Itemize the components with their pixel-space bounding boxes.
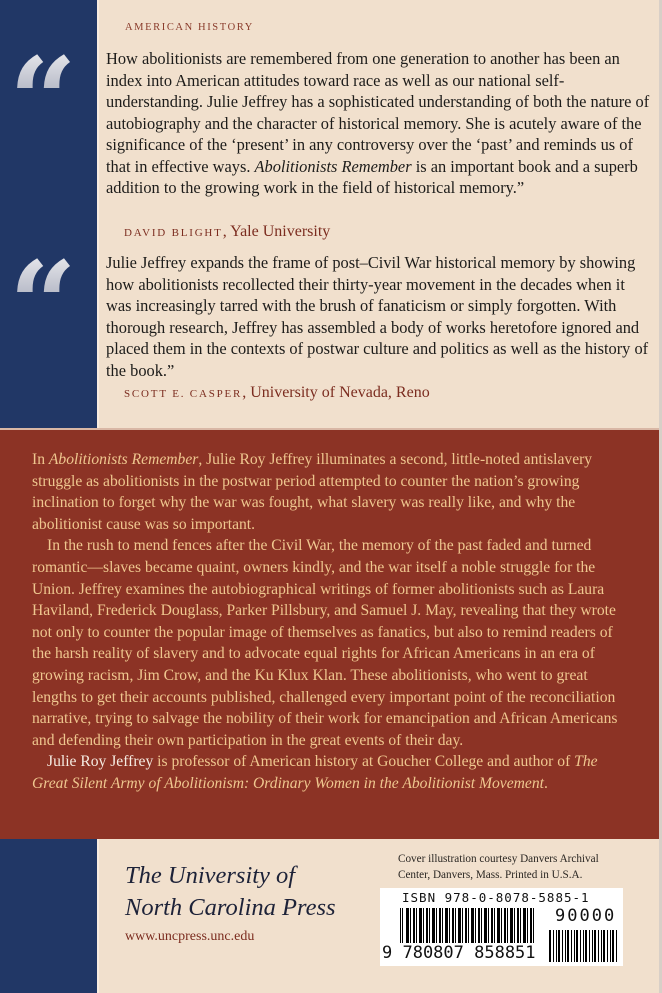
publisher-name — [125, 860, 336, 924]
previous-book-title: The Great Silent Army of Abolitionism: Ordinary Women in the Abolitionist Movement — [32, 753, 598, 792]
description-band — [0, 428, 659, 839]
description-paragraph-1 — [32, 449, 632, 535]
credit-line-1: Cover illustration courtesy Danvers Archival — [398, 853, 599, 865]
description-text: In — [32, 451, 49, 468]
endorser-affiliation: , Yale University — [222, 223, 331, 240]
category-label: AMERICAN HISTORY — [125, 22, 254, 33]
endorsement-attribution-casper — [124, 384, 430, 402]
endorser-name: DAVID BLIGHT — [124, 227, 223, 239]
author-bio — [32, 751, 632, 794]
publisher-name-line-2: North Carolina Press — [125, 894, 336, 921]
publisher-name-line-1: The University of — [125, 862, 296, 889]
endorsement-attribution-blight — [124, 223, 330, 241]
book-description — [32, 449, 632, 795]
description-text: , Julie Roy Jeffrey illuminates a second, little-noted antislavery struggle as abolitionists in the postwar period attempted to counter the nation’s growing inclination to forget why the war was fought, what slavery was really like, and why the abolitionist cause was so important. — [32, 451, 593, 533]
endorsement-text: How abolitionists are remembered from one generation to another has been an index into American attitudes toward race as well as our national self-understanding. Julie Jeffrey has a sophisticated understanding of both the nature of autobiography and the character of historical memory. She is acutely aware of the significance of the ‘present’ in any controversy over the ‘past’ and reminds us of that in effective ways. — [106, 49, 650, 176]
opening-quotation-mark-icon: “ — [9, 246, 93, 306]
endorser-affiliation: , University of Nevada, Reno — [242, 384, 430, 401]
endorsement-quote-blight — [106, 48, 651, 199]
author-name: Julie Roy Jeffrey — [47, 753, 154, 771]
credit-line-2: Center, Danvers, Mass. Printed in U.S.A. — [398, 869, 583, 881]
isbn-label: ISBN 978-0-8078-5885-1 — [402, 890, 590, 905]
endorsement-text: is an important book and a superb addition to the growing work in the field of historical memory.” — [106, 156, 638, 197]
opening-quotation-mark-icon: “ — [9, 42, 93, 102]
publisher-url: www.uncpress.unc.edu — [125, 929, 255, 944]
book-title: Abolitionists Remember — [48, 451, 199, 468]
endorser-name: SCOTT E. CASPER — [124, 388, 243, 400]
bio-text: is professor of American history at Goucher College and author of — [153, 753, 575, 771]
isbn-barcode — [380, 888, 623, 966]
cover-credit — [398, 851, 648, 883]
description-paragraph-2: In the rush to mend fences after the Civil War, the memory of the past faded and turned romantic—slaves became quaint, owners kindly, and the war itself a noble struggle for the Union. Jeffrey examines the autobiographical writings of former abolitionists such as Laura Haviland, Frederick Douglass, Parker Pillsbury, and Samuel J. May, revealing that they wrote not only to counter the popular image of themselves as fanatics, but also to remind readers of the harsh reality of slavery and to advocate equal rights for African Americans in an era of growing racism, Jim Crow, and the Ku Klux Klan. These abolitionists, who went to great lengths to get their accounts published, challenged every important point of the reconciliation narrative, trying to salvage the nobility of their work for emancipation and African Americans and defending their own participation in the great events of their day. — [32, 537, 618, 749]
ean-digits: 9 780807 858851 — [382, 943, 536, 963]
bio-end: . — [543, 774, 548, 792]
addon-barcode-bars — [549, 930, 617, 962]
ean-number — [382, 943, 542, 963]
price-addon-number: 90000 — [555, 906, 617, 926]
endorsement-quote-casper: Julie Jeffrey expands the frame of post–Civil War historical memory by showing how abolitionists recollected their thirty-year movement in the decades when it was increasingly tarred with the brush of fanaticism or simply forgotten. With thorough research, Jeffrey has assembled a body of works heretofore ignored and placed them in the contexts of postwar culture and politics as well as the history of the book.” — [106, 253, 649, 380]
book-title: Abolitionists Remember — [254, 156, 412, 176]
